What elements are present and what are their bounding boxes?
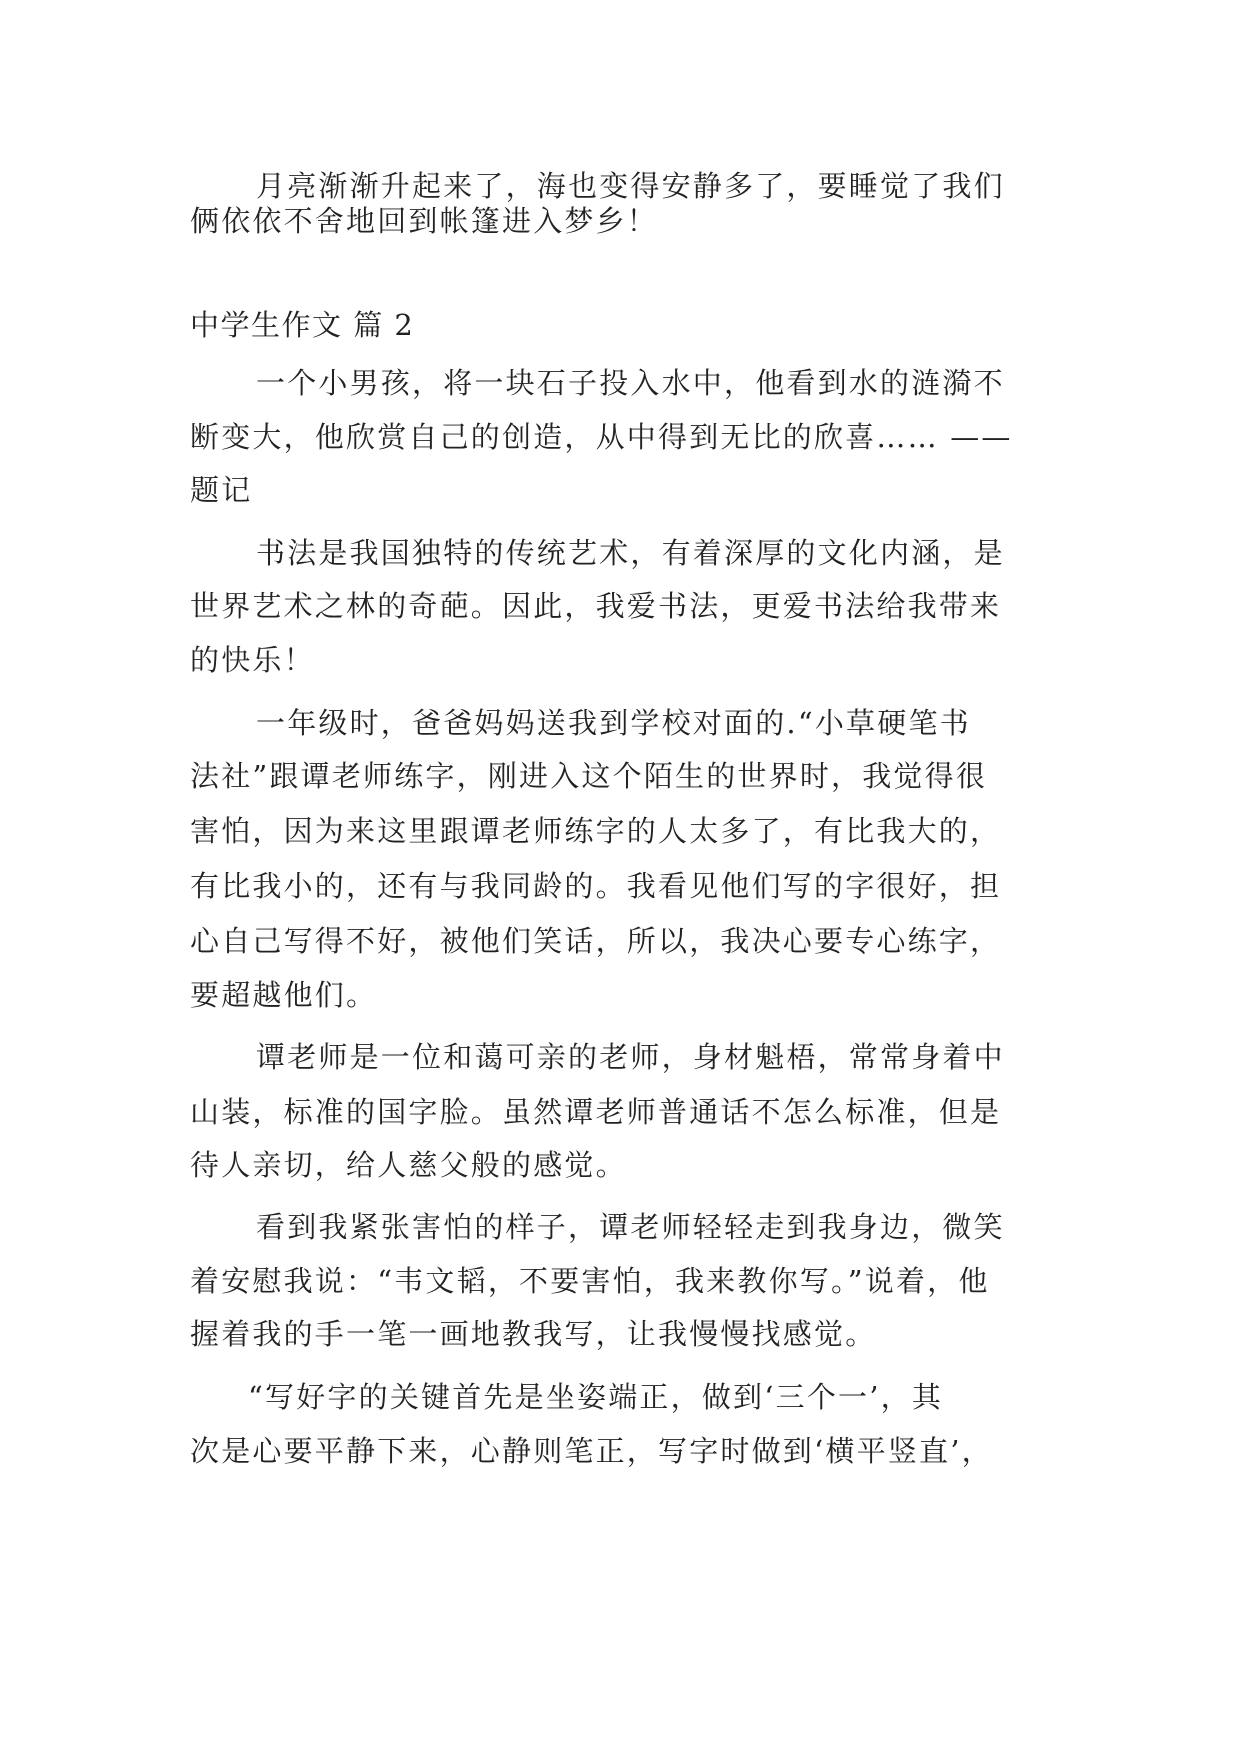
paragraph-line: 次是心要平静下来，心静则笔正，写字时做到‘横平竖直’，: [190, 1434, 993, 1468]
paragraph-line: 断变大，他欣赏自己的创造，从中得到无比的欣喜…… ——: [190, 420, 1013, 454]
paragraph-line: 书法是我国独特的传统艺术，有着深厚的文化内涵，是: [256, 536, 1005, 570]
paragraph-line: 题记: [190, 473, 253, 507]
paragraph-line: “写好字的关键首先是坐姿端正，做到‘三个一’，其: [248, 1380, 944, 1414]
paragraph-line: 着安慰我说：“韦文韬，不要害怕，我来教你写。”说着，他: [190, 1264, 990, 1298]
paragraph-line: 待人亲切，给人慈父般的感觉。: [190, 1148, 627, 1182]
paragraph-line: 心自己写得不好，被他们笑话，所以，我决心要专心练字，: [190, 924, 1002, 958]
section-heading: 中学生作文 篇 2: [190, 308, 415, 342]
paragraph-line: 山装，标准的国字脸。虽然谭老师普通话不怎么标准，但是: [190, 1095, 1002, 1129]
paragraph-line: 一年级时，爸爸妈妈送我到学校对面的.“小草硬笔书: [256, 706, 971, 740]
paragraph-line: 月亮渐渐升起来了，海也变得安静多了，要睡觉了我们: [256, 169, 1005, 203]
paragraph-line: 握着我的手一笔一画地教我写，让我慢慢找感觉。: [190, 1317, 877, 1351]
paragraph-line: 谭老师是一位和蔼可亲的老师，身材魁梧，常常身着中: [256, 1040, 1005, 1074]
paragraph-line: 的快乐！: [190, 643, 315, 677]
paragraph-line: 有比我小的，还有与我同龄的。我看见他们写的字很好，担: [190, 869, 1002, 903]
paragraph-line: 看到我紧张害怕的样子，谭老师轻轻走到我身边，微笑: [256, 1210, 1005, 1244]
paragraph-line: 一个小男孩，将一块石子投入水中，他看到水的涟漪不: [256, 366, 1005, 400]
paragraph-line: 法社”跟谭老师练字，刚进入这个陌生的世界时，我觉得很: [190, 759, 988, 793]
paragraph-line: 世界艺术之林的奇葩。因此，我爱书法，更爱书法给我带来: [190, 589, 1002, 623]
paragraph-line: 俩依依不舍地回到帐篷进入梦乡！: [190, 204, 659, 238]
paragraph-line: 害怕，因为来这里跟谭老师练字的人太多了，有比我大的，: [190, 814, 1002, 848]
paragraph-line: 要超越他们。: [190, 978, 378, 1012]
